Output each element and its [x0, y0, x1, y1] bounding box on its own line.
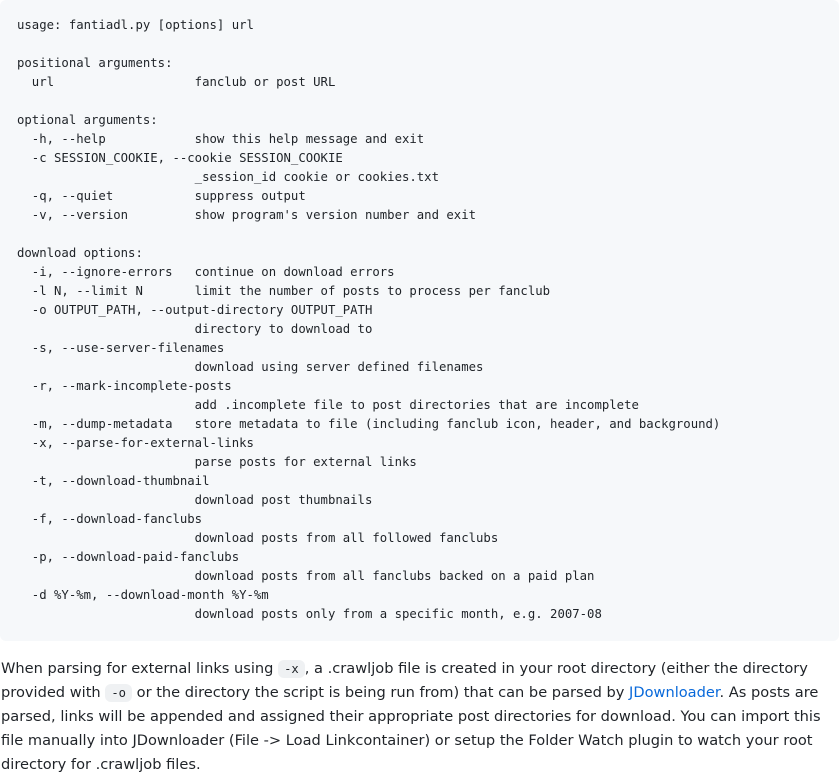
- code-line: download using server defined filenames: [17, 360, 484, 374]
- code-line: download posts only from a specific month, e.g. 2007-08: [17, 607, 602, 621]
- code-line: -d %Y-%m, --download-month %Y-%m: [17, 588, 269, 602]
- inline-code-x-flag: -x: [278, 660, 305, 678]
- paragraph-text: or the directory the script is being run from) that can be parsed by: [132, 684, 630, 701]
- code-line: -c SESSION_COOKIE, --cookie SESSION_COOKIE: [17, 151, 343, 165]
- code-line: -m, --dump-metadata store metadata to file (including fanclub icon, header, and background): [17, 417, 721, 431]
- code-line: -r, --mark-incomplete-posts: [17, 379, 232, 393]
- code-line: -q, --quiet suppress output: [17, 189, 306, 203]
- code-line: -v, --version show program's version number and exit: [17, 208, 477, 222]
- code-line: -f, --download-fanclubs: [17, 512, 203, 526]
- inline-code-o-flag: -o: [105, 684, 132, 702]
- jdownloader-link[interactable]: JDownloader: [629, 684, 720, 701]
- code-line: -i, --ignore-errors continue on download errors: [17, 265, 395, 279]
- code-line: -h, --help show this help message and exit: [17, 132, 425, 146]
- description-paragraph: [1, 657, 833, 777]
- code-line: -x, --parse-for-external-links: [17, 436, 254, 450]
- code-line: [17, 92, 839, 111]
- paragraph-text: , a .crawljob file is created in your root directory (either the directory provided with: [1, 660, 808, 701]
- code-line: [17, 35, 839, 54]
- paragraph-text: When parsing for external links using: [1, 660, 279, 677]
- code-line: -p, --download-paid-fanclubs: [17, 550, 240, 564]
- code-line: positional arguments:: [17, 56, 173, 70]
- code-line: download posts from all followed fanclubs: [17, 531, 499, 545]
- code-line: usage: fantiadl.py [options] url: [17, 18, 254, 32]
- code-line: download options:: [17, 246, 143, 260]
- code-line: download post thumbnails: [17, 493, 373, 507]
- code-line: url fanclub or post URL: [17, 75, 336, 89]
- code-line: directory to download to: [17, 322, 373, 336]
- code-line: -s, --use-server-filenames: [17, 341, 225, 355]
- code-line: -t, --download-thumbnail: [17, 474, 210, 488]
- code-line: -l N, --limit N limit the number of posts to process per fanclub: [17, 284, 551, 298]
- code-line: [17, 225, 839, 244]
- code-line: parse posts for external links: [17, 455, 417, 469]
- code-line: add .incomplete file to post directories that are incomplete: [17, 398, 639, 412]
- code-line: -o OUTPUT_PATH, --output-directory OUTPUT_PATH: [17, 303, 373, 317]
- code-line: optional arguments:: [17, 113, 158, 127]
- code-line: download posts from all fanclubs backed on a paid plan: [17, 569, 595, 583]
- paragraph-text: . As posts are parsed, links will be appended and assigned their appropriate post directories for download. You can import this file manually into JDownloader (File -> Load Linkcontainer) or setup the Folder Watch plugin to watch your root directory for .crawljob files.: [1, 684, 821, 773]
- code-line: _session_id cookie or cookies.txt: [17, 170, 439, 184]
